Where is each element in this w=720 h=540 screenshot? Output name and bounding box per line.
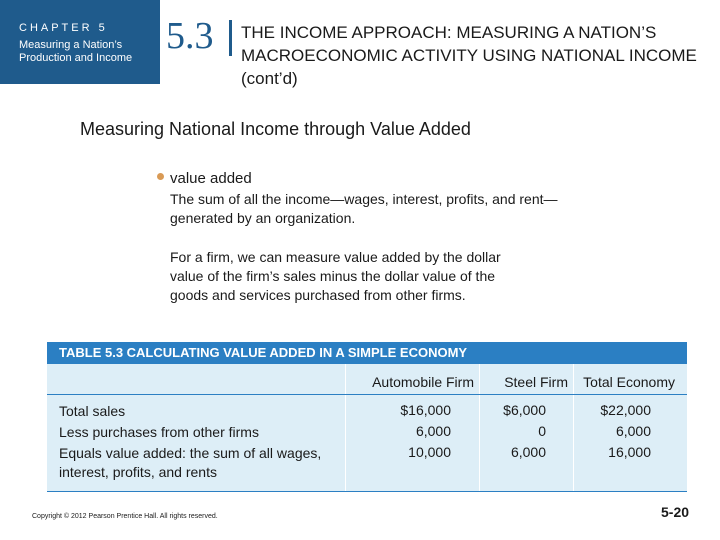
subheading: Measuring National Income through Value Added — [80, 119, 471, 139]
bullet-icon — [157, 173, 164, 180]
section-divider — [229, 20, 232, 56]
section-title: THE INCOME APPROACH: MEASURING A NATION’S MACROECONOMIC ACTIVITY USING NATIONAL INCOME (cont’d) — [241, 23, 697, 88]
explanation-paragraph: For a firm, we can measure value added by the dollar value of the firm’s sales minus the dollar value of the goods and services purchased from other firms. — [170, 249, 501, 303]
chapter-label: CHAPTER 5 — [19, 22, 108, 34]
cell-auto-purchases: 6,000 — [415, 423, 451, 439]
term-definition: The sum of all the income—wages, interest, profits, and rent—generated by an organization. — [170, 191, 558, 226]
section-number: 5.3 — [166, 15, 214, 57]
row-label-value-added: Equals value added: the sum of all wages, interest, profits, and rents — [59, 445, 322, 480]
column-header-automobile: Automobile Firm — [372, 374, 474, 390]
cell-total-purchases: 6,000 — [615, 423, 651, 439]
column-header-steel: Steel Firm — [504, 374, 568, 390]
copyright-notice: Copyright © 2012 Pearson Prentice Hall. All rights reserved. — [32, 513, 218, 520]
column-header-total: Total Economy — [583, 374, 675, 390]
chapter-box — [0, 0, 160, 84]
table-title: TABLE 5.3 CALCULATING VALUE ADDED IN A SIMPLE ECONOMY — [47, 342, 687, 364]
cell-auto-total-sales: $16,000 — [400, 402, 451, 418]
bottom-rule — [47, 491, 687, 492]
cell-steel-value-added: 6,000 — [510, 444, 546, 460]
value-added-table — [47, 342, 687, 492]
page-number: 5-20 — [661, 504, 690, 520]
cell-total-total-sales: $22,000 — [600, 402, 651, 418]
row-label-total-sales: Total sales — [59, 403, 126, 419]
cell-total-value-added: 16,000 — [608, 444, 651, 460]
header-rule — [47, 394, 687, 395]
cell-steel-total-sales: $6,000 — [503, 402, 546, 418]
chapter-subtitle: Measuring a Nation’s Production and Income — [19, 39, 133, 64]
cell-auto-value-added: 10,000 — [408, 444, 451, 460]
cell-steel-purchases: 0 — [538, 423, 546, 439]
row-label-purchases: Less purchases from other firms — [59, 424, 259, 440]
key-term: value added — [170, 170, 252, 187]
